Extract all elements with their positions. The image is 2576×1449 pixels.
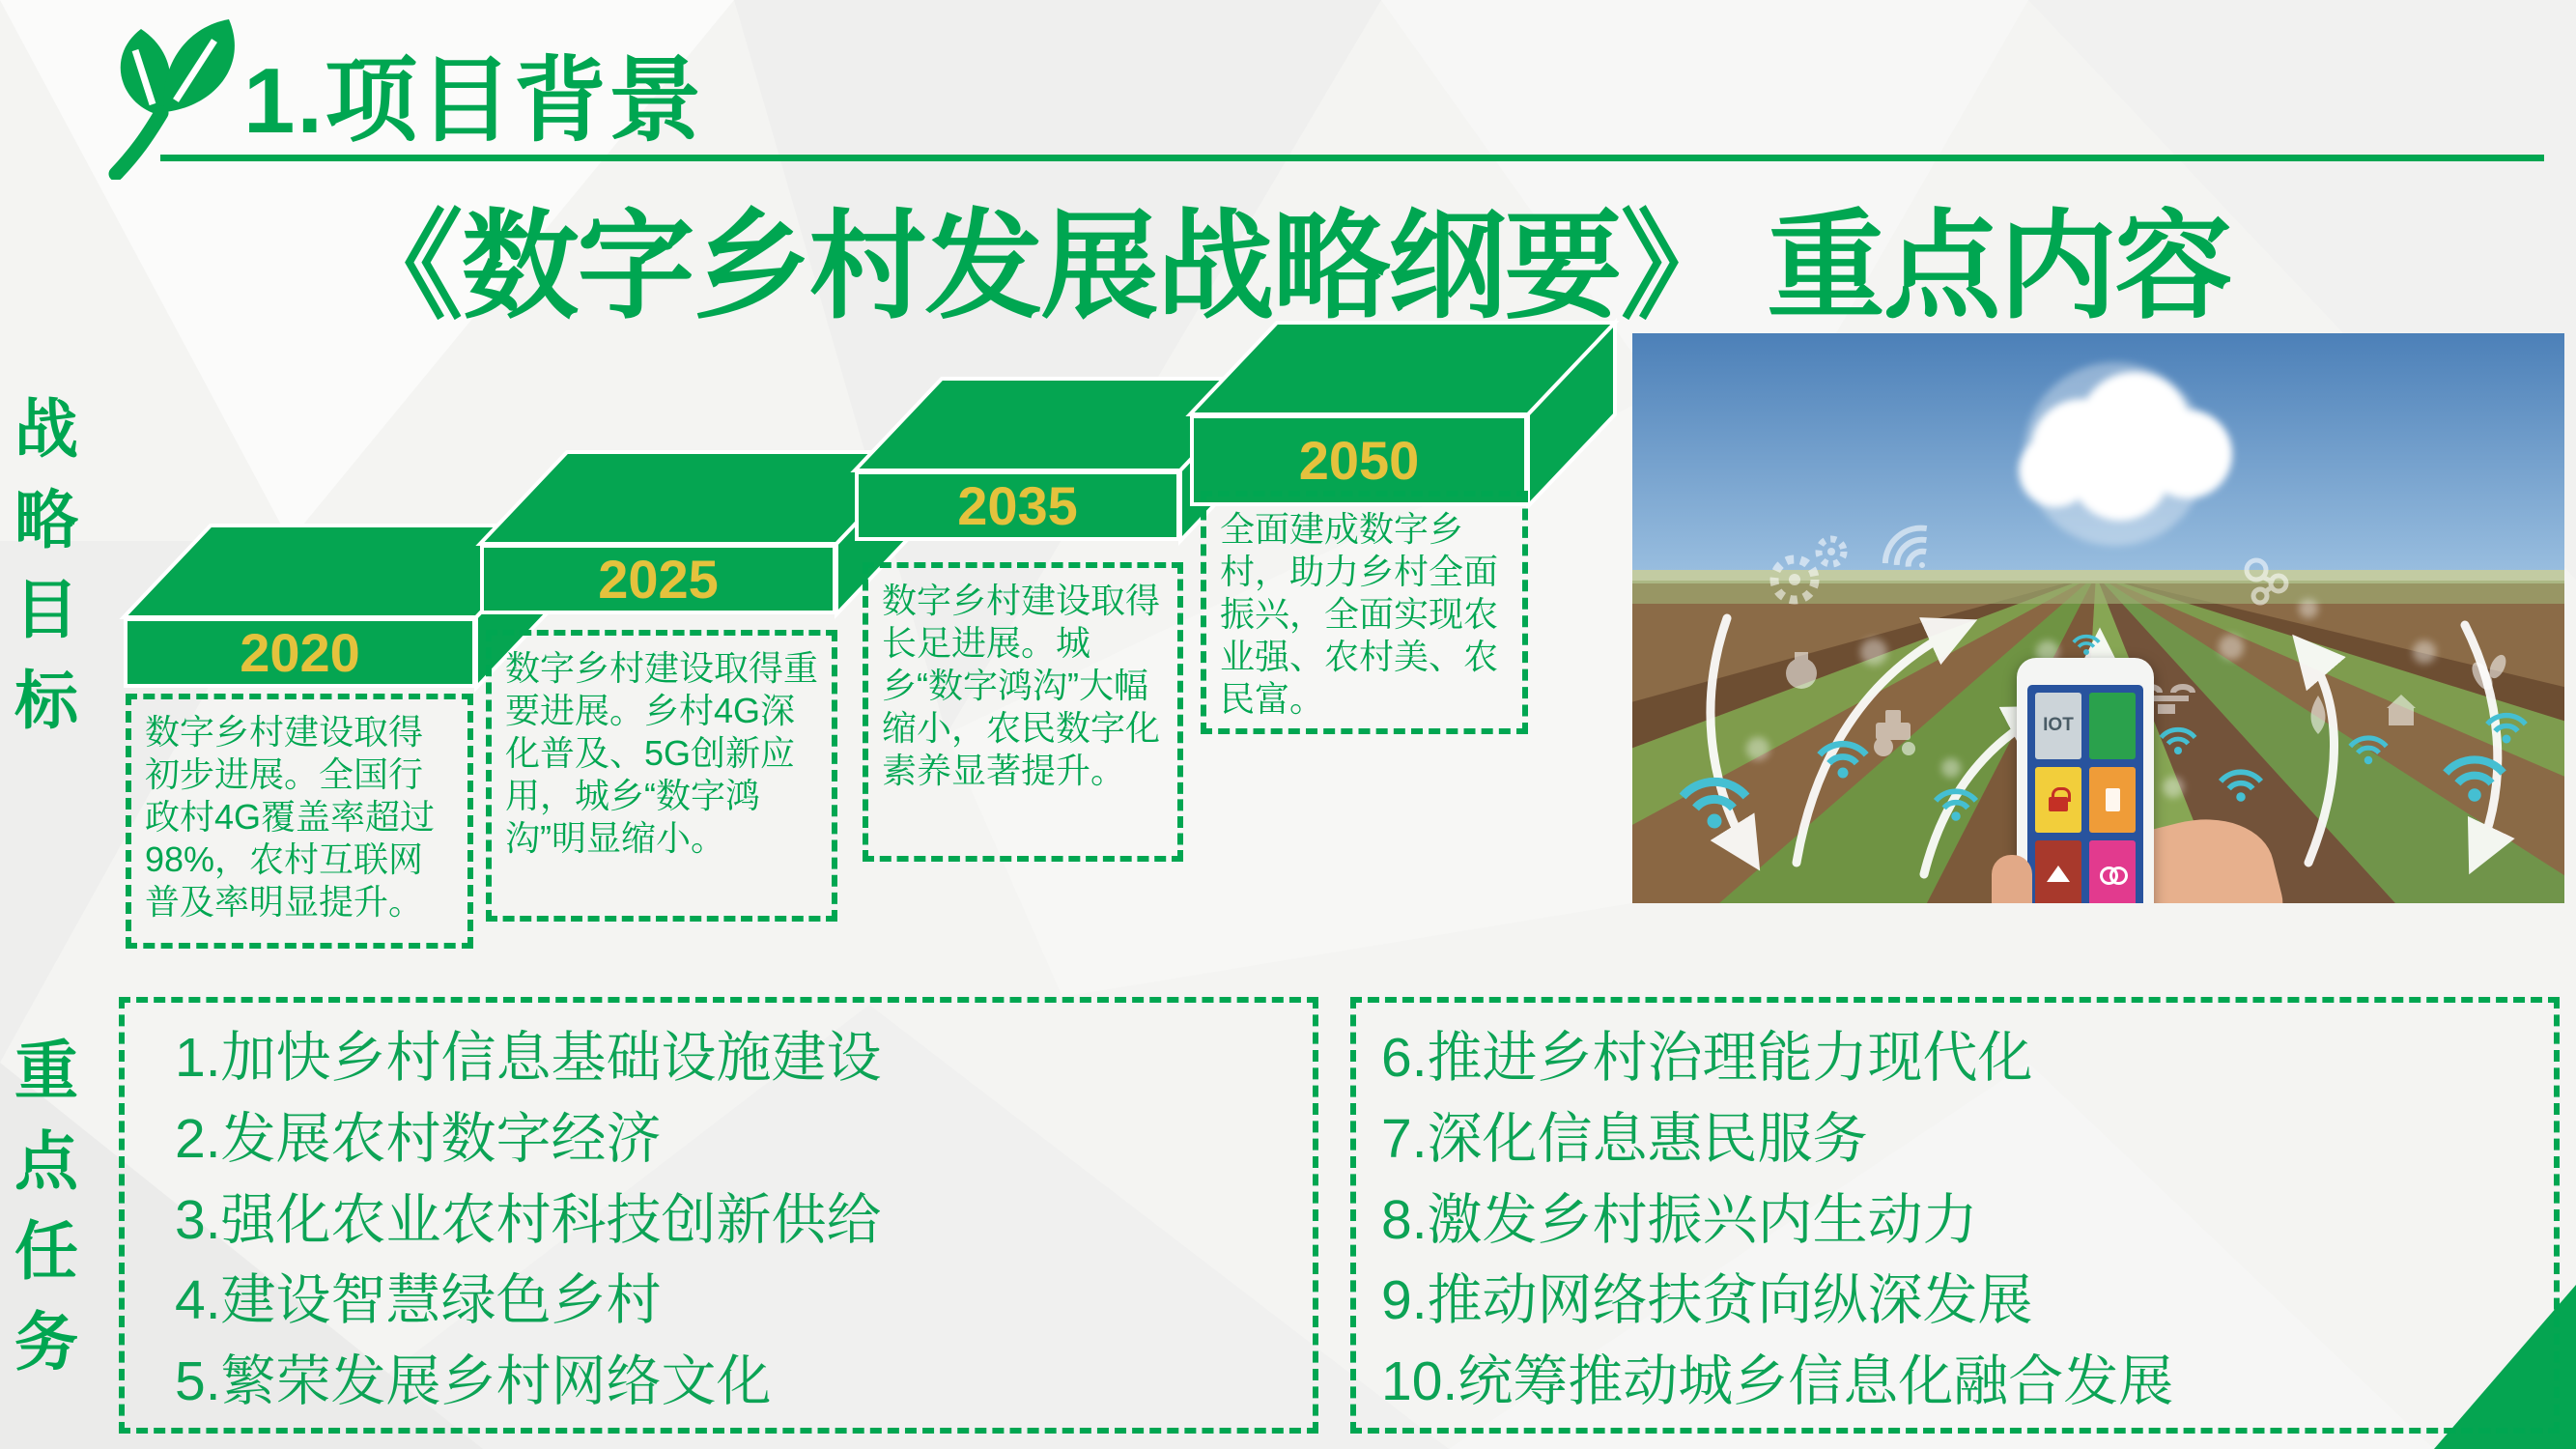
section-title: 1.项目背景 [243, 49, 704, 153]
task-item: 2.发展农村数字经济 [175, 1107, 662, 1170]
mountain-icon [2047, 866, 2070, 882]
green-app-tile [2089, 693, 2136, 759]
task-item: 9.推动网络扶贫向纵深发展 [1381, 1269, 2033, 1332]
smart-farm-photo [1632, 333, 2564, 903]
strategic-goals-label: 战略目标 [14, 393, 78, 737]
photo-app-tile [2035, 840, 2081, 903]
year-2035: 2035 [957, 475, 1078, 536]
cloud-icon [2019, 362, 2232, 546]
lock-app-tile [2035, 767, 2081, 834]
hand-finger [1992, 855, 2032, 903]
lock-icon [2049, 797, 2068, 811]
year-2050: 2050 [1298, 430, 1420, 491]
smartphone [2017, 658, 2154, 903]
smartphone-screen [2027, 685, 2143, 903]
year-bar-2020 [124, 617, 476, 688]
task-item: 10.统筹推动城乡信息化融合发展 [1381, 1350, 2174, 1413]
tasks-panel-right [1350, 997, 2560, 1434]
task-item: 1.加快乡村信息基础设施建设 [175, 1027, 882, 1089]
year-bar-2035 [855, 470, 1180, 541]
year-2025: 2025 [598, 549, 719, 610]
page-title: 《数字乡村发展战略纲要》 重点内容 [345, 201, 2231, 332]
step-description-2020: 数字乡村建设取得初步进展。全国行政村4G覆盖率超过98%，农村互联网普及率明显提升。 [126, 694, 473, 949]
step-description-2050: 全面建成数字乡村，助力乡村全面振兴，全面实现农业强、农村美、农民富。 [1201, 491, 1528, 734]
header-underline [160, 155, 2544, 161]
tasks-list-right [1356, 1018, 2554, 1423]
link-icon [2100, 867, 2125, 882]
year-bar-2025 [480, 544, 836, 614]
document-icon [2106, 788, 2120, 811]
year-2020: 2020 [240, 622, 360, 683]
task-item: 5.繁荣发展乡村网络文化 [175, 1350, 772, 1413]
tasks-list-left [125, 1018, 1313, 1423]
doc-app-tile [2089, 767, 2136, 834]
step-description-2035: 数字乡村建设取得长足进展。城乡“数字鸿沟”大幅缩小，农民数字化素养显著提升。 [863, 562, 1183, 862]
task-item: 8.激发乡村振兴内生动力 [1381, 1188, 1978, 1251]
iot-app-tile: IOT [2035, 693, 2081, 759]
task-item: 3.强化农业农村科技创新供给 [175, 1188, 882, 1251]
tasks-panel-left [119, 997, 1318, 1434]
step-description-2025: 数字乡村建设取得重要进展。乡村4G深化普及、5G创新应用，城乡“数字鸿沟”明显缩小。 [486, 630, 837, 922]
task-item: 4.建设智慧绿色乡村 [175, 1269, 662, 1332]
task-item: 6.推进乡村治理能力现代化 [1381, 1027, 2033, 1089]
task-item: 7.深化信息惠民服务 [1381, 1107, 1868, 1170]
link-app-tile [2089, 840, 2136, 903]
key-tasks-label: 重点任务 [14, 1035, 78, 1378]
